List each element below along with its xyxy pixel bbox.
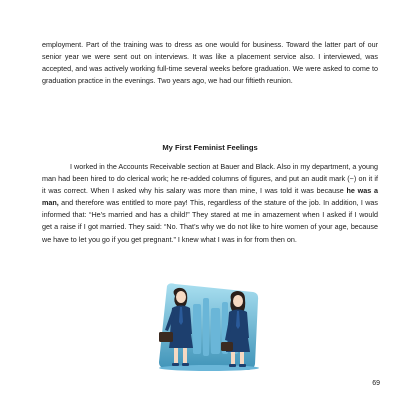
- body-text-end: and therefore was entitled to more pay! This, regardless of the stature of the job. In addition, I was informed that: “He’s married and has a child!” They stared at me in amazement when I asked if I would get a raise if I got married. They said: “No. That’s why we do not like to hire women of your age, because we have to let you go if you get pregnant.” I knew what I was in for from then on.: [42, 198, 378, 244]
- body-text-start: I worked in the Accounts Receivable section at Bauer and Black. Also in my department, a young man had been hired to do clerical work; he re-added columns of figures, and put an audit mark (~) on it if it was correct. When I asked why his salary was more than mine, I was told it was because: [42, 162, 378, 196]
- section-heading: My First Feminist Feelings: [162, 143, 258, 152]
- two-businesswomen-clipart-icon: [145, 282, 275, 380]
- page-number: 69: [372, 380, 380, 387]
- body-paragraph: [42, 161, 378, 246]
- intro-paragraph: employment. Part of the training was to dress as one would for business. Toward the latter part of our senior year we were sent out on interviews. It was like a placement service also. I interviewed, was accepted, and was actively working full-time several weeks before graduation. We were asked to come to graduation practice in the evenings. Two years ago, we had our fiftieth reunion.: [42, 40, 378, 85]
- body-text-bold: he was a man,: [42, 186, 379, 208]
